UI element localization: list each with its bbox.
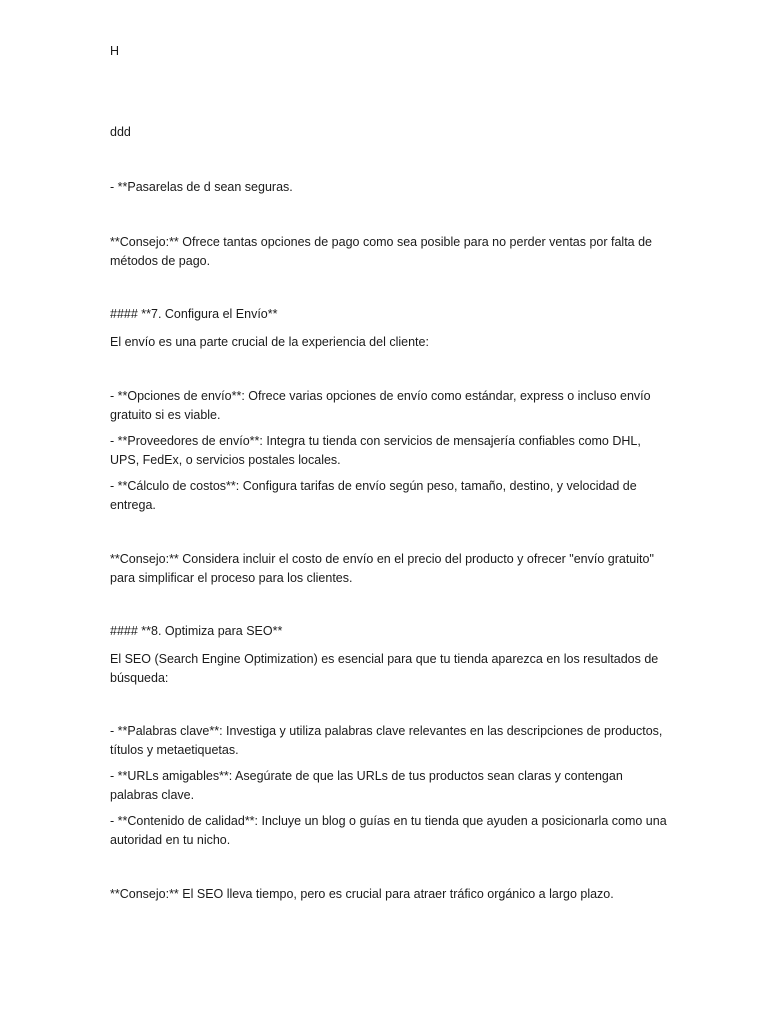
paragraph-seo-intro: El SEO (Search Engine Optimization) es esencial para que tu tienda aparezca en los resultados de búsqueda: (110, 652, 659, 685)
section-heading-envio: #### **7. Configura el Envío** (110, 307, 278, 321)
list-item-urls-amigables: - **URLs amigables**: Asegúrate de que las URLs de tus productos sean claras y contengan palabras clave. (110, 769, 623, 802)
paragraph-ddd: ddd (110, 125, 131, 139)
list-item-calculo-costos: - **Cálculo de costos**: Configura tarifas de envío según peso, tamaño, destino, y velocidad de entrega. (110, 479, 637, 512)
paragraph-consejo-seo: **Consejo:** El SEO lleva tiempo, pero es crucial para atraer tráfico orgánico a largo plazo. (110, 887, 614, 901)
list-item-palabras-clave: - **Palabras clave**: Investiga y utiliza palabras clave relevantes en las descripciones de productos, títulos y metaetiquetas. (110, 724, 663, 757)
list-item-proveedores: - **Proveedores de envío**: Integra tu tienda con servicios de mensajería confiables como DHL, UPS, FedEx, o servicios postales locales. (110, 434, 641, 467)
paragraph-envio-intro: El envío es una parte crucial de la experiencia del cliente: (110, 335, 429, 349)
list-item-opciones-envio: - **Opciones de envío**: Ofrece varias opciones de envío como estándar, express o incluso envío gratuito si es viable. (110, 389, 651, 422)
paragraph-heading-h: H (110, 44, 120, 58)
section-heading-seo: #### **8. Optimiza para SEO** (110, 624, 283, 638)
list-item-pasarelas: - **Pasarelas de d sean seguras. (110, 180, 293, 194)
paragraph-consejo-envio: **Consejo:** Considera incluir el costo de envío en el precio del producto y ofrecer "envío gratuito" para simplificar el proceso para los clientes. (110, 552, 654, 585)
list-item-contenido: - **Contenido de calidad**: Incluye un blog o guías en tu tienda que ayuden a posicionarla como una autoridad en tu nicho. (110, 814, 667, 847)
paragraph-consejo-pago: **Consejo:** Ofrece tantas opciones de pago como sea posible para no perder ventas por falta de métodos de pago. (110, 235, 653, 268)
